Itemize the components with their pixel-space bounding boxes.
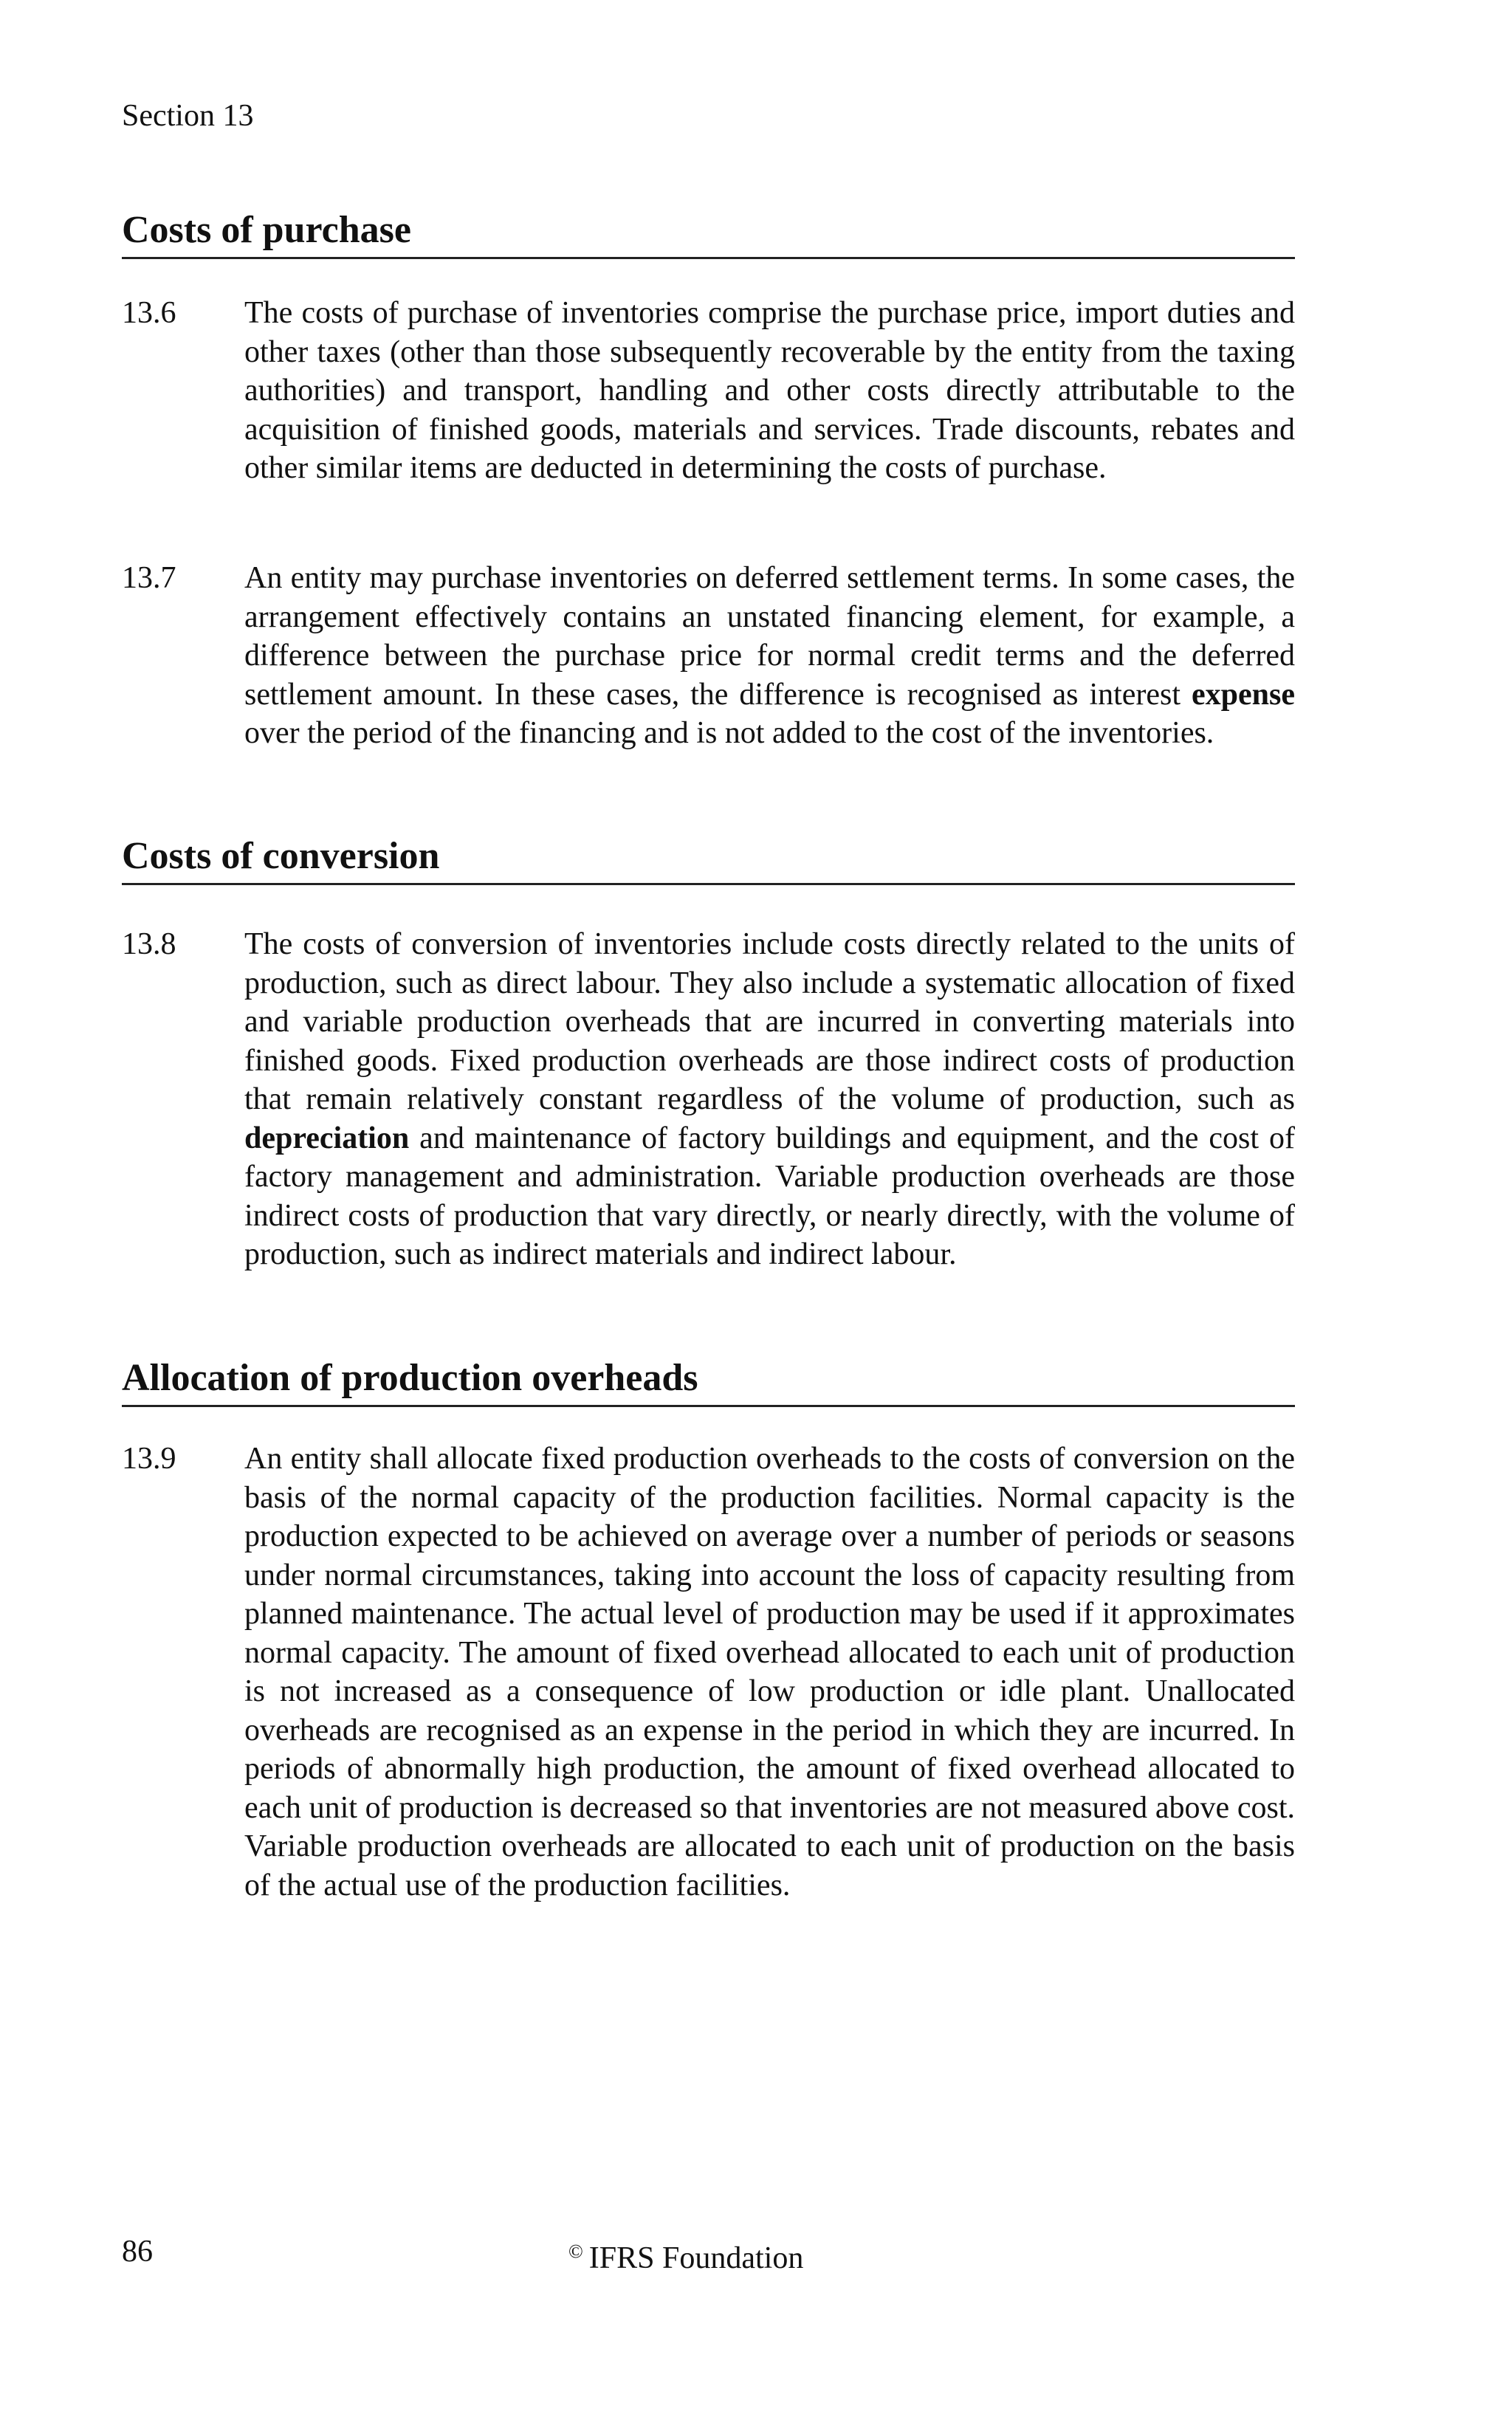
paragraph-13-6: [122, 294, 1295, 488]
footer-copyright: [568, 2233, 803, 2277]
page-number: 86: [122, 2235, 153, 2269]
paragraph-number: 13.7: [122, 561, 176, 595]
heading-costs-of-conversion: Costs of conversion: [122, 834, 1295, 885]
paragraph-body: [244, 559, 1295, 753]
heading-costs-of-purchase: Costs of purchase: [122, 208, 1295, 259]
copyright-holder: IFRS Foundation: [588, 2241, 804, 2275]
paragraph-text: An entity may purchase inventories on deferred settlement terms. In some cases, the arrangement effectively contains an unstated financing element, for example, a difference between the purchase price for normal credit terms and the deferred settlement amount. In these cases, the difference is recognised as interest: [244, 561, 1295, 712]
paragraph-number: 13.8: [122, 927, 176, 961]
paragraph-body: [244, 1440, 1295, 1905]
defined-term-expense: expense: [1192, 677, 1295, 712]
paragraph-text: An entity shall allocate fixed production overheads to the costs of conversion on the basis of the normal capacity of the production facilities. Normal capacity is the production expected to be achieved on average over a number of periods or seasons under normal circumstances, taking into account the loss of capacity resulting from planned maintenance. The actual level of production may be used if it approximates normal capacity. The amount of fixed overhead allocated to each unit of production is not increased as a consequence of low production or idle plant. Unallocated overheads are recognised as an expense in the period in which they are incurred. In periods of abnormally high production, the amount of fixed overhead allocated to each unit of production is decreased so that inventories are not measured above cost. Variable production overheads are allocated to each unit of production on the basis of the actual use of the production facilities.: [244, 1442, 1295, 1902]
defined-term-depreciation: depreciation: [244, 1121, 410, 1155]
paragraph-13-8: [122, 925, 1295, 1274]
paragraph-number: 13.6: [122, 296, 176, 330]
copyright-symbol: ©: [568, 2241, 583, 2262]
paragraph-13-7: [122, 559, 1295, 753]
paragraph-text: The costs of conversion of inventories include costs directly related to the units of production, such as direct labour. They also include a systematic allocation of fixed and variable production overheads that are incurred in converting materials into finished goods. Fixed production overheads are those indirect costs of production that remain relatively constant regardless of the volume of production, such as: [244, 927, 1295, 1116]
paragraph-text: The costs of purchase of inventories comprise the purchase price, import duties and other taxes (other than those subsequently recoverable by the entity from the taxing authorities) and transport, handling and other costs directly attributable to the acquisition of finished goods, materials and services. Trade discounts, rebates and other similar items are deducted in determining the costs of purchase.: [244, 296, 1295, 485]
paragraph-13-9: [122, 1440, 1295, 1905]
paragraph-number: 13.9: [122, 1442, 176, 1476]
paragraph-body: [244, 294, 1295, 488]
paragraph-text: over the period of the financing and is not added to the cost of the inventories.: [244, 716, 1214, 750]
paragraph-body: [244, 925, 1295, 1274]
running-header-section: Section 13: [122, 99, 254, 133]
heading-allocation-of-production-overheads: Allocation of production overheads: [122, 1356, 1295, 1407]
paragraph-text: and maintenance of factory buildings and equipment, and the cost of factory management and administration. Variable production overheads are those indirect costs of production that vary directly, or nearly directly, with the volume of production, such as indirect materials and indirect labour.: [244, 1121, 1295, 1271]
